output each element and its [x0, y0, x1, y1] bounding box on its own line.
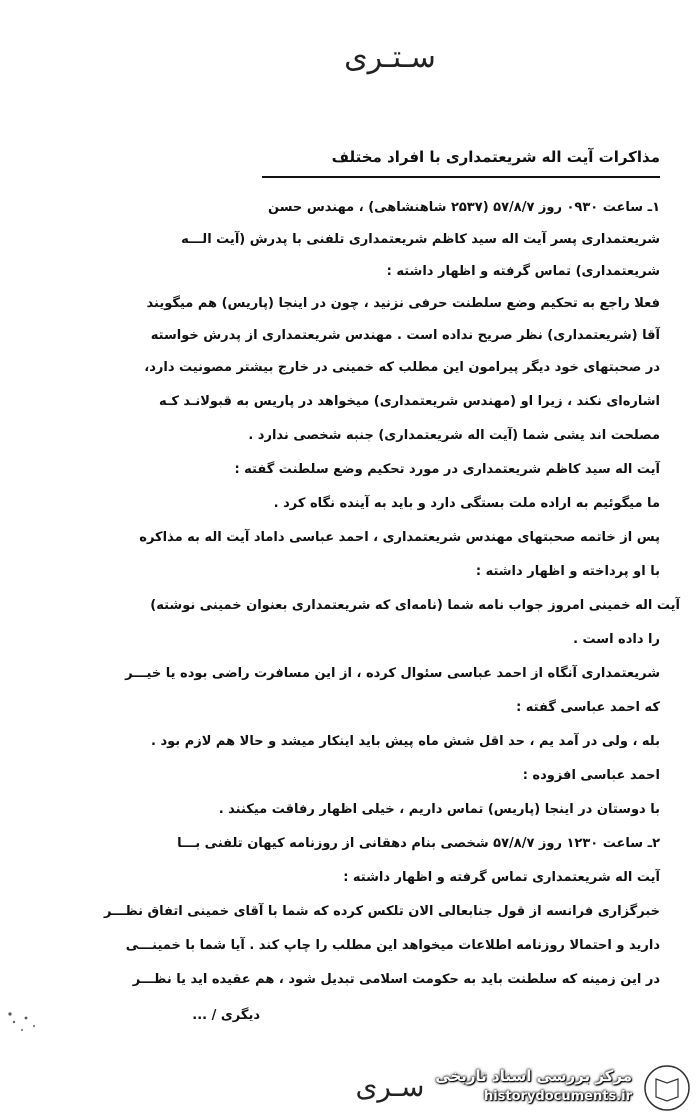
body-line: فعلا راجع به تحکیم وضع سلطنت حرفی نزنید ، چون در اینجا (پاریس) هم میگویند [146, 296, 660, 311]
body-line: دیگری / ... [192, 1008, 260, 1023]
body-line: آیت اله خمینی امروز جواب نامه شما (نامه‌ای که شریعتمداری بعنوان خمینی نوشته) [150, 598, 680, 613]
body-line: شریعتمداری پسر آیت اله سید کاظم شریعتمداری تلفنی با پدرش (آیت الـــه [181, 232, 660, 247]
body-line: ما میگوئیم به اراده ملت بستگی دارد و باید به آینده نگاه کرد . [273, 496, 660, 511]
classification-mark-bottom: سـری [355, 1070, 425, 1103]
body-line: در این زمینه که سلطنت باید به حکومت اسلامی تبدیل شود ، هم عقیده اید یا نظـــر [132, 972, 660, 987]
body-line: با او پرداخته و اظهار داشته : [475, 564, 660, 579]
body-line: خبرگزاری فرانسه از قول جنابعالی الان تلکس کرده که شما با آقای خمینی اتفاق نظـــر [104, 904, 660, 919]
body-line: آقا (شریعتمداری) نظر صریح نداده است . مهندس شریعتمداری از پدرش خواسته [150, 328, 660, 343]
body-line: اشاره‌ای نکند ، زیرا او (مهندس شریعتمداری) میخواهد در پاریس به قبولانـد کـه [159, 394, 660, 409]
body-line: آیت اله شریعتمداری تماس گرفته و اظهار داشته : [343, 870, 660, 885]
watermark-title: مرکز بررسی اسناد تاریخی [435, 1067, 632, 1085]
body-line: آیت اله سید کاظم شریعتمداری در مورد تحکیم وضع سلطنت گفته : [234, 462, 660, 477]
body-line: را داده است . [573, 632, 660, 647]
body-line: بله ، ولی در آمد یم ، حد اقل شش ماه پیش باید اینکار میشد و حالا هم لازم بود . [151, 734, 660, 749]
watermark-url: historydocuments.ir [483, 1089, 632, 1104]
body-line: پس از خاتمه صحبتهای مهندس شریعتمداری ، احمد عباسی داماد آیت اله به مذاکره [139, 530, 660, 545]
body-line: که احمد عباسی گفته : [516, 700, 660, 715]
body-line: با دوستان در اینجا (پاریس) تماس داریم ، خیلی اظهار رفاقت میکنند . [218, 802, 660, 817]
title-underline [262, 176, 660, 178]
body-line: دارید و احتمالا روزنامه اطلاعات میخواهد این مطلب را چاپ کند . آیا شما با خمینـــی [125, 938, 660, 953]
document-title: مذاکرات آیت اله شریعتمداری با افراد مختلف [331, 148, 660, 166]
body-line: ۲ـ ساعت ۱۲۳۰ روز ۵۷/۸/۷ شخصی بنام دهقانی از روزنامه کیهان تلفنی بـــا [177, 836, 660, 851]
body-line: شریعتمداری) تماس گرفته و اظهار داشته : [386, 264, 660, 279]
book-logo-icon [642, 1063, 692, 1113]
body-line: ۱ـ ساعت ۰۹۳۰ روز ۵۷/۸/۷ (۲۵۳۷ شاهنشاهی) ، مهندس حسن [268, 200, 660, 215]
classification-mark-top: سـتـری [344, 40, 436, 75]
body-line: مصلحت اند یشی شما (آیت اله شریعتمداری) جنبه شخصی ندارد . [248, 428, 660, 443]
body-line: احمد عباسی افزوده : [522, 768, 660, 783]
body-line: در صحبتهای خود دیگر پیرامون این مطلب که خمینی در خارج بیشتر مصونیت دارد، [144, 360, 660, 375]
body-line: شریعتمداری آنگاه از احمد عباسی سئوال کرده ، از این مسافرت راضی بوده یا خیـــر [125, 666, 660, 681]
archive-watermark [392, 1063, 692, 1113]
margin-specks [4, 1000, 44, 1040]
